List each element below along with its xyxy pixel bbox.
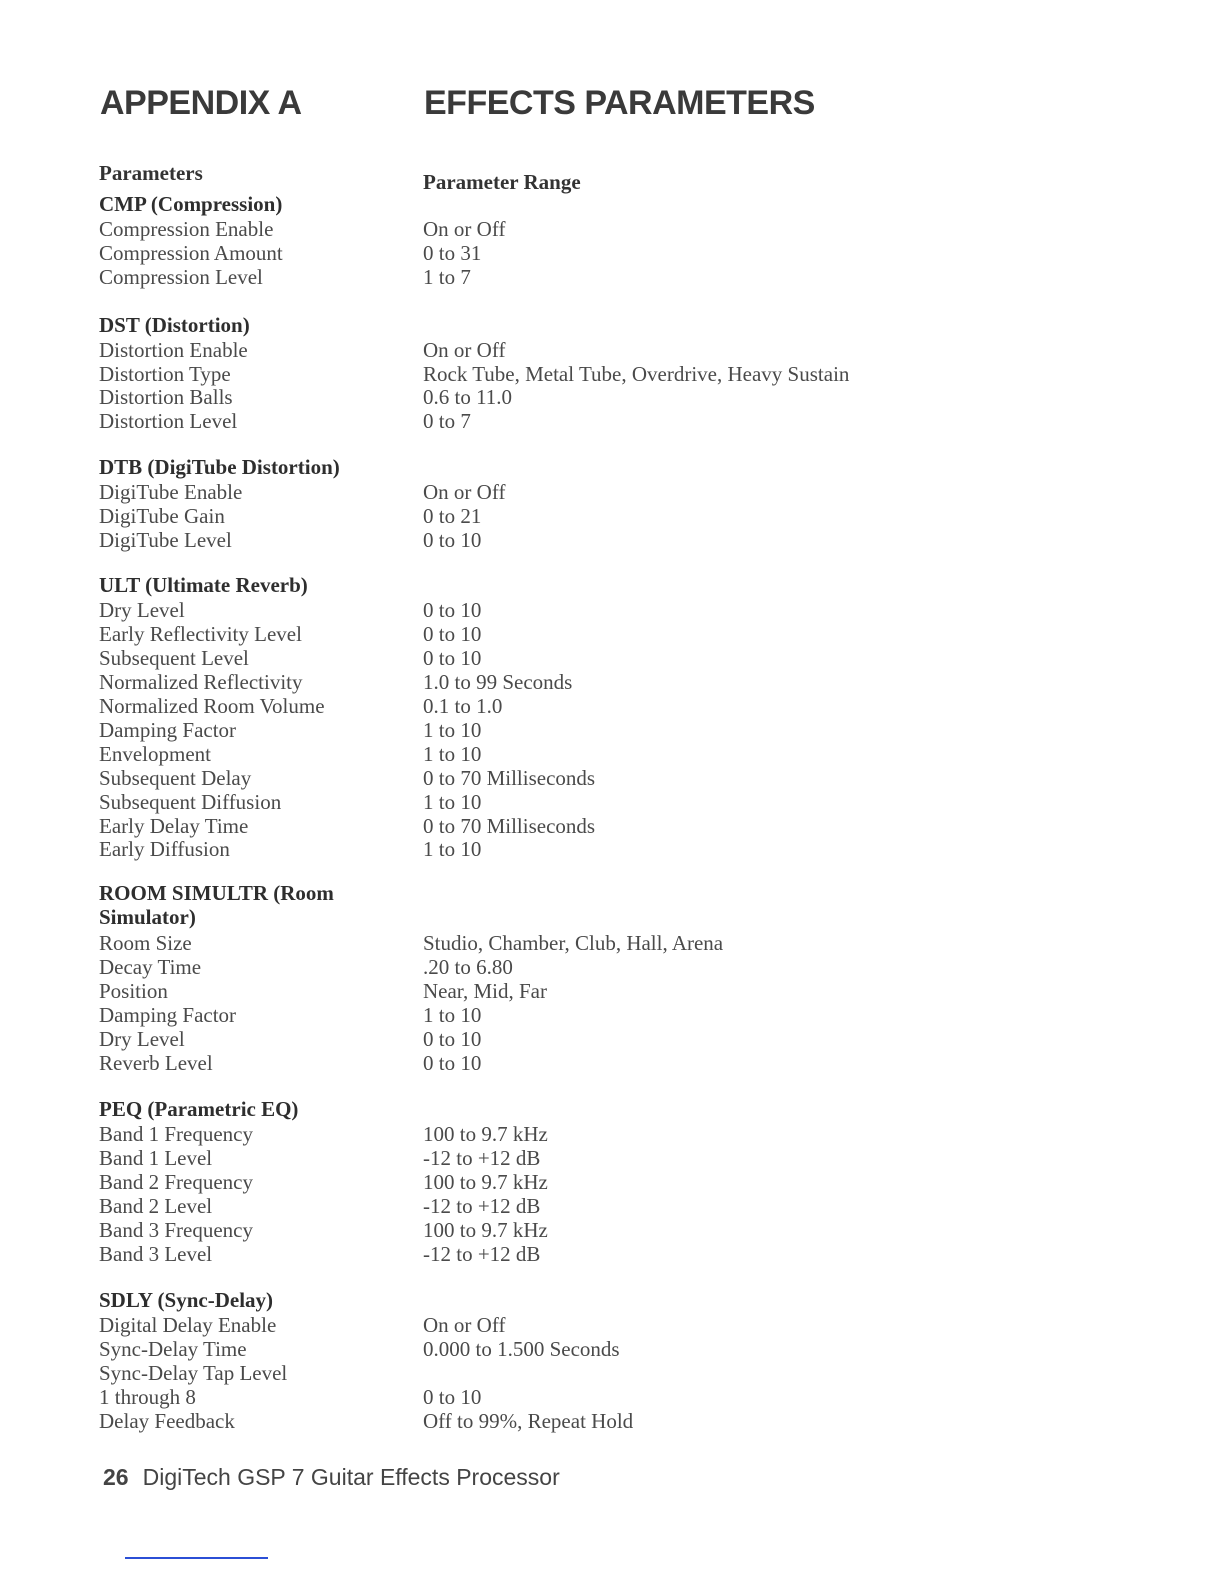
- parameter-row: [0, 1361, 1100, 1385]
- parameter-row: [0, 1170, 1100, 1194]
- parameter-name: Dry Level: [99, 1027, 185, 1051]
- parameter-row: [0, 265, 1100, 289]
- page-number: 26: [103, 1464, 129, 1490]
- parameter-range: 0 to 21: [423, 504, 482, 528]
- parameter-name: Damping Factor: [99, 1003, 237, 1027]
- parameter-row: [0, 528, 1100, 552]
- parameter-row: [0, 1003, 1100, 1027]
- page-footer: [103, 1464, 560, 1491]
- parameter-row: [0, 931, 1100, 955]
- parameter-row: [0, 480, 1100, 504]
- parameter-name: Normalized Reflectivity: [99, 670, 303, 694]
- parameter-range: 1 to 10: [423, 790, 482, 814]
- parameter-name: Distortion Level: [99, 409, 238, 433]
- section-title: PEQ (Parametric EQ): [99, 1097, 299, 1121]
- parameter-row: [0, 338, 1100, 362]
- parameter-name: DigiTube Gain: [99, 504, 225, 528]
- parameter-range: 1 to 10: [423, 742, 482, 766]
- appendix-heading: APPENDIX A: [100, 84, 302, 122]
- parameter-range: 0 to 10: [423, 528, 482, 552]
- parameter-row: [0, 670, 1100, 694]
- parameter-range: 1.0 to 99 Seconds: [423, 670, 573, 694]
- parameter-range: 0.6 to 11.0: [423, 385, 513, 409]
- parameter-row: [0, 1218, 1100, 1242]
- parameter-range: -12 to +12 dB: [423, 1194, 541, 1218]
- parameter-range: On or Off: [423, 338, 506, 362]
- parameter-row: [0, 362, 1100, 386]
- parameters-column-header: Parameters: [99, 161, 203, 185]
- link-underline: [125, 1557, 268, 1559]
- parameter-name: Band 3 Frequency: [99, 1218, 253, 1242]
- parameter-name: Reverb Level: [99, 1051, 213, 1075]
- parameter-name: Band 2 Frequency: [99, 1170, 253, 1194]
- parameter-range: .20 to 6.80: [423, 955, 513, 979]
- parameter-row: [0, 217, 1100, 241]
- parameter-name: Compression Amount: [99, 241, 283, 265]
- parameter-row: [0, 790, 1100, 814]
- parameter-name: Compression Level: [99, 265, 263, 289]
- parameter-range: 0.1 to 1.0: [423, 694, 503, 718]
- parameter-range: 0 to 10: [423, 598, 482, 622]
- parameter-name: Dry Level: [99, 598, 185, 622]
- parameter-range: 0 to 70 Milliseconds: [423, 814, 596, 838]
- parameter-range: 0 to 10: [423, 1051, 482, 1075]
- parameter-range: 0 to 31: [423, 241, 482, 265]
- parameter-row: [0, 241, 1100, 265]
- parameter-range: 0 to 10: [423, 622, 482, 646]
- parameter-range: 0 to 10: [423, 646, 482, 670]
- parameter-range: On or Off: [423, 1313, 506, 1337]
- parameter-range: 0 to 10: [423, 1385, 482, 1409]
- parameter-range: 100 to 9.7 kHz: [423, 1170, 548, 1194]
- section-title: CMP (Compression): [99, 192, 283, 216]
- parameter-name: Envelopment: [99, 742, 211, 766]
- parameter-name: Sync-Delay Tap Level: [99, 1361, 288, 1385]
- parameter-range: 100 to 9.7 kHz: [423, 1122, 548, 1146]
- parameter-row: [0, 837, 1100, 861]
- section-title: ROOM SIMULTR (Room Simulator): [99, 881, 334, 929]
- section-title: SDLY (Sync-Delay): [99, 1288, 274, 1312]
- parameter-row: [0, 1051, 1100, 1075]
- parameter-row: [0, 955, 1100, 979]
- parameter-name: Band 1 Frequency: [99, 1122, 253, 1146]
- parameter-name: Damping Factor: [99, 718, 237, 742]
- parameter-name: Subsequent Level: [99, 646, 249, 670]
- parameter-name: Early Diffusion: [99, 837, 230, 861]
- parameter-range: 1 to 7: [423, 265, 471, 289]
- parameter-row: [0, 504, 1100, 528]
- parameter-range-column-header: Parameter Range: [423, 170, 581, 194]
- parameter-range: 1 to 10: [423, 837, 482, 861]
- parameter-range: -12 to +12 dB: [423, 1242, 541, 1266]
- parameter-row: [0, 814, 1100, 838]
- parameter-name: Decay Time: [99, 955, 202, 979]
- parameter-name: DigiTube Level: [99, 528, 232, 552]
- parameter-row: [0, 1146, 1100, 1170]
- parameter-range: Rock Tube, Metal Tube, Overdrive, Heavy Sustain: [423, 362, 850, 386]
- parameter-name: Band 1 Level: [99, 1146, 213, 1170]
- parameter-row: [0, 979, 1100, 1003]
- parameter-row: [0, 622, 1100, 646]
- parameter-range: On or Off: [423, 217, 506, 241]
- parameter-row: [0, 598, 1100, 622]
- parameter-row: [0, 718, 1100, 742]
- parameter-row: [0, 1122, 1100, 1146]
- parameter-name: Distortion Type: [99, 362, 231, 386]
- section-title: DST (Distortion): [99, 313, 250, 337]
- parameter-row: [0, 694, 1100, 718]
- parameter-row: [0, 1194, 1100, 1218]
- parameter-name: Subsequent Delay: [99, 766, 252, 790]
- parameter-range: Studio, Chamber, Club, Hall, Arena: [423, 931, 724, 955]
- parameter-name: Band 3 Level: [99, 1242, 213, 1266]
- parameter-row: [0, 1337, 1100, 1361]
- parameter-name: Compression Enable: [99, 217, 274, 241]
- parameter-row: [0, 1242, 1100, 1266]
- parameter-range: 0 to 70 Milliseconds: [423, 766, 596, 790]
- footer-title: DigiTech GSP 7 Guitar Effects Processor: [142, 1464, 560, 1490]
- section-title: DTB (DigiTube Distortion): [99, 455, 340, 479]
- parameter-name: DigiTube Enable: [99, 480, 243, 504]
- parameter-row: [0, 1313, 1100, 1337]
- parameter-range: 1 to 10: [423, 718, 482, 742]
- parameter-name: Band 2 Level: [99, 1194, 213, 1218]
- parameter-range: 0.000 to 1.500 Seconds: [423, 1337, 620, 1361]
- parameter-name: Early Delay Time: [99, 814, 249, 838]
- parameter-range: 0 to 10: [423, 1027, 482, 1051]
- parameter-row: [0, 409, 1100, 433]
- parameter-row: [0, 742, 1100, 766]
- parameter-range: 1 to 10: [423, 1003, 482, 1027]
- parameter-name: Normalized Room Volume: [99, 694, 325, 718]
- parameter-name: Delay Feedback: [99, 1409, 235, 1433]
- parameter-name: Early Reflectivity Level: [99, 622, 302, 646]
- parameter-name: Digital Delay Enable: [99, 1313, 277, 1337]
- parameter-range: Near, Mid, Far: [423, 979, 547, 1003]
- parameter-range: On or Off: [423, 480, 506, 504]
- parameter-row: [0, 1409, 1100, 1433]
- parameter-row: [0, 646, 1100, 670]
- parameter-name: 1 through 8: [99, 1385, 196, 1409]
- parameter-range: -12 to +12 dB: [423, 1146, 541, 1170]
- parameter-row: [0, 1385, 1100, 1409]
- parameter-name: Distortion Enable: [99, 338, 248, 362]
- parameter-range: Off to 99%, Repeat Hold: [423, 1409, 634, 1433]
- parameter-range: 100 to 9.7 kHz: [423, 1218, 548, 1242]
- parameter-row: [0, 385, 1100, 409]
- parameter-name: Subsequent Diffusion: [99, 790, 282, 814]
- parameter-row: [0, 766, 1100, 790]
- section-title: ULT (Ultimate Reverb): [99, 573, 308, 597]
- page-title: EFFECTS PARAMETERS: [424, 84, 815, 122]
- parameter-name: Room Size: [99, 931, 192, 955]
- parameter-name: Position: [99, 979, 168, 1003]
- parameter-name: Distortion Balls: [99, 385, 233, 409]
- parameter-row: [0, 1027, 1100, 1051]
- parameter-name: Sync-Delay Time: [99, 1337, 247, 1361]
- parameter-range: 0 to 7: [423, 409, 471, 433]
